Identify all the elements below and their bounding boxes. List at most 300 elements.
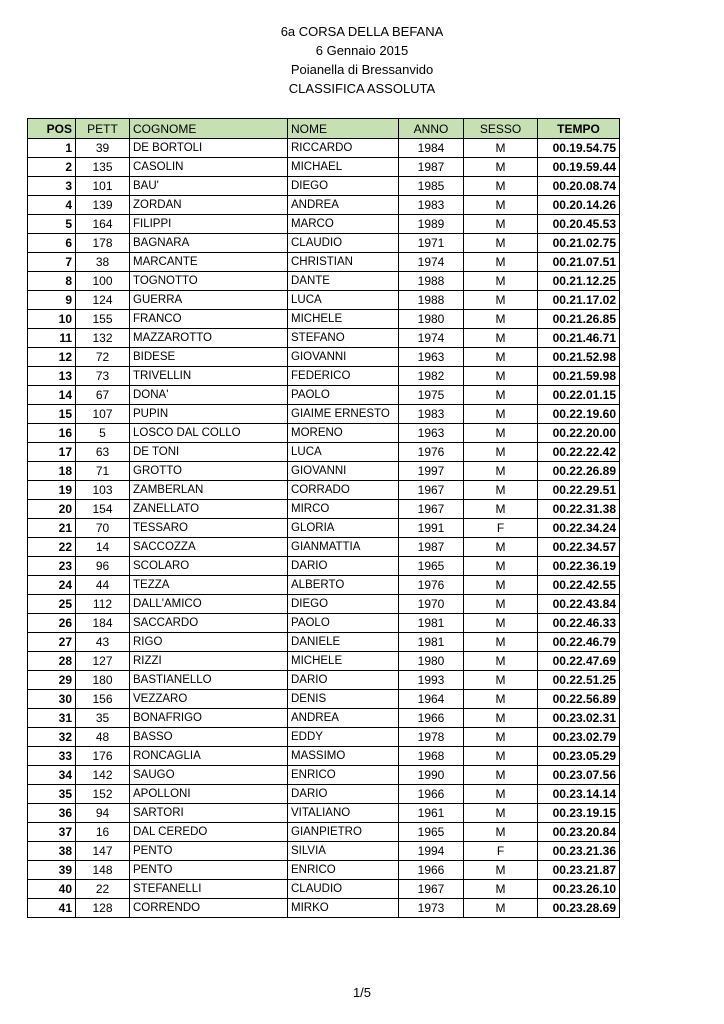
cell-cognome: APOLLONI <box>130 785 288 804</box>
cell-anno: 1965 <box>399 823 464 842</box>
cell-tempo: 00.22.46.33 <box>538 614 620 633</box>
cell-tempo: 00.23.26.10 <box>538 880 620 899</box>
cell-sesso: M <box>464 310 538 329</box>
cell-pos: 40 <box>28 880 76 899</box>
table-row <box>28 766 620 785</box>
cell-tempo: 00.20.08.74 <box>538 177 620 196</box>
cell-sesso: M <box>464 557 538 576</box>
cell-cognome: FILIPPI <box>130 215 288 234</box>
cell-nome: GIAIME ERNESTO <box>288 405 399 424</box>
cell-pett: 72 <box>76 348 130 367</box>
cell-anno: 1981 <box>399 633 464 652</box>
column-header-pett: PETT <box>76 119 130 139</box>
table-row <box>28 215 620 234</box>
table-row <box>28 443 620 462</box>
cell-cognome: BONAFRIGO <box>130 709 288 728</box>
cell-sesso: M <box>464 690 538 709</box>
cell-sesso: M <box>464 595 538 614</box>
cell-anno: 1975 <box>399 386 464 405</box>
cell-nome: MICHELE <box>288 652 399 671</box>
cell-nome: RICCARDO <box>288 139 399 158</box>
cell-nome: VITALIANO <box>288 804 399 823</box>
cell-nome: GIOVANNI <box>288 462 399 481</box>
cell-nome: GIOVANNI <box>288 348 399 367</box>
cell-sesso: M <box>464 538 538 557</box>
table-row <box>28 538 620 557</box>
cell-pett: 43 <box>76 633 130 652</box>
cell-nome: CLAUDIO <box>288 880 399 899</box>
cell-pett: 96 <box>76 557 130 576</box>
cell-cognome: SAUGO <box>130 766 288 785</box>
cell-tempo: 00.22.42.55 <box>538 576 620 595</box>
cell-tempo: 00.22.01.15 <box>538 386 620 405</box>
header-row <box>28 119 620 139</box>
cell-cognome: SACCOZZA <box>130 538 288 557</box>
table-row <box>28 329 620 348</box>
cell-nome: DIEGO <box>288 595 399 614</box>
cell-pett: 71 <box>76 462 130 481</box>
cell-pett: 39 <box>76 139 130 158</box>
cell-pett: 155 <box>76 310 130 329</box>
column-header-sesso: SESSO <box>464 119 538 139</box>
cell-sesso: M <box>464 766 538 785</box>
cell-pos: 13 <box>28 367 76 386</box>
cell-sesso: M <box>464 329 538 348</box>
cell-pos: 2 <box>28 158 76 177</box>
table-row <box>28 158 620 177</box>
cell-tempo: 00.22.31.38 <box>538 500 620 519</box>
cell-pett: 22 <box>76 880 130 899</box>
table-row <box>28 785 620 804</box>
cell-cognome: VEZZARO <box>130 690 288 709</box>
cell-anno: 1988 <box>399 272 464 291</box>
cell-tempo: 00.22.29.51 <box>538 481 620 500</box>
event-title: 6a CORSA DELLA BEFANA <box>280 24 444 39</box>
table-row <box>28 500 620 519</box>
cell-cognome: CORRENDO <box>130 899 288 918</box>
results-body <box>28 139 620 918</box>
cell-pos: 8 <box>28 272 76 291</box>
cell-nome: DENIS <box>288 690 399 709</box>
cell-pett: 156 <box>76 690 130 709</box>
cell-pett: 176 <box>76 747 130 766</box>
table-row <box>28 709 620 728</box>
cell-tempo: 00.21.12.25 <box>538 272 620 291</box>
cell-sesso: M <box>464 823 538 842</box>
cell-pett: 152 <box>76 785 130 804</box>
cell-cognome: SARTORI <box>130 804 288 823</box>
table-row <box>28 367 620 386</box>
table-row <box>28 804 620 823</box>
cell-nome: DIEGO <box>288 177 399 196</box>
cell-cognome: DE TONI <box>130 443 288 462</box>
cell-cognome: CASOLIN <box>130 158 288 177</box>
cell-nome: MICHAEL <box>288 158 399 177</box>
cell-pos: 36 <box>28 804 76 823</box>
cell-pos: 38 <box>28 842 76 861</box>
cell-anno: 1997 <box>399 462 464 481</box>
cell-cognome: DALL'AMICO <box>130 595 288 614</box>
cell-pett: 147 <box>76 842 130 861</box>
cell-pos: 37 <box>28 823 76 842</box>
cell-pos: 11 <box>28 329 76 348</box>
cell-pett: 70 <box>76 519 130 538</box>
cell-nome: DARIO <box>288 785 399 804</box>
cell-tempo: 00.20.14.26 <box>538 196 620 215</box>
cell-sesso: M <box>464 215 538 234</box>
cell-pos: 16 <box>28 424 76 443</box>
cell-cognome: DONA' <box>130 386 288 405</box>
cell-pos: 3 <box>28 177 76 196</box>
cell-nome: MASSIMO <box>288 747 399 766</box>
cell-tempo: 00.23.14.14 <box>538 785 620 804</box>
table-row <box>28 595 620 614</box>
table-row <box>28 196 620 215</box>
cell-pos: 20 <box>28 500 76 519</box>
cell-cognome: STEFANELLI <box>130 880 288 899</box>
event-location: Poianella di Bressanvido <box>290 62 434 77</box>
cell-pos: 15 <box>28 405 76 424</box>
cell-pos: 1 <box>28 139 76 158</box>
cell-pos: 14 <box>28 386 76 405</box>
cell-cognome: GUERRA <box>130 291 288 310</box>
cell-nome: ANDREA <box>288 709 399 728</box>
cell-tempo: 00.20.45.53 <box>538 215 620 234</box>
cell-pos: 31 <box>28 709 76 728</box>
cell-nome: CHRISTIAN <box>288 253 399 272</box>
cell-anno: 1963 <box>399 424 464 443</box>
cell-pos: 12 <box>28 348 76 367</box>
cell-pos: 9 <box>28 291 76 310</box>
cell-anno: 1976 <box>399 443 464 462</box>
cell-anno: 1978 <box>399 728 464 747</box>
cell-pos: 17 <box>28 443 76 462</box>
cell-pett: 67 <box>76 386 130 405</box>
cell-pett: 139 <box>76 196 130 215</box>
cell-pett: 73 <box>76 367 130 386</box>
cell-sesso: F <box>464 519 538 538</box>
cell-cognome: RIGO <box>130 633 288 652</box>
cell-tempo: 00.19.59.44 <box>538 158 620 177</box>
cell-pett: 124 <box>76 291 130 310</box>
cell-pett: 94 <box>76 804 130 823</box>
table-row <box>28 253 620 272</box>
cell-pos: 7 <box>28 253 76 272</box>
cell-nome: LUCA <box>288 443 399 462</box>
cell-sesso: M <box>464 139 538 158</box>
cell-sesso: M <box>464 158 538 177</box>
cell-pett: 14 <box>76 538 130 557</box>
cell-pett: 112 <box>76 595 130 614</box>
cell-anno: 1983 <box>399 405 464 424</box>
cell-pos: 29 <box>28 671 76 690</box>
cell-pos: 19 <box>28 481 76 500</box>
cell-tempo: 00.23.07.56 <box>538 766 620 785</box>
cell-cognome: PENTO <box>130 861 288 880</box>
cell-anno: 1994 <box>399 842 464 861</box>
cell-nome: MIRKO <box>288 899 399 918</box>
cell-pos: 26 <box>28 614 76 633</box>
cell-anno: 1973 <box>399 899 464 918</box>
cell-anno: 1987 <box>399 538 464 557</box>
cell-pos: 22 <box>28 538 76 557</box>
cell-pett: 100 <box>76 272 130 291</box>
cell-anno: 1988 <box>399 291 464 310</box>
cell-nome: CORRADO <box>288 481 399 500</box>
cell-tempo: 00.23.02.31 <box>538 709 620 728</box>
cell-pett: 128 <box>76 899 130 918</box>
cell-pett: 103 <box>76 481 130 500</box>
cell-cognome: PUPIN <box>130 405 288 424</box>
table-row <box>28 424 620 443</box>
cell-sesso: M <box>464 880 538 899</box>
cell-sesso: M <box>464 253 538 272</box>
cell-cognome: GROTTO <box>130 462 288 481</box>
cell-sesso: M <box>464 196 538 215</box>
column-header-cognome: COGNOME <box>130 119 288 139</box>
cell-sesso: M <box>464 386 538 405</box>
cell-anno: 1966 <box>399 709 464 728</box>
results-table <box>27 118 620 918</box>
cell-cognome: BAGNARA <box>130 234 288 253</box>
table-row <box>28 614 620 633</box>
cell-pett: 63 <box>76 443 130 462</box>
table-row <box>28 842 620 861</box>
cell-nome: GIANPIETRO <box>288 823 399 842</box>
cell-nome: FEDERICO <box>288 367 399 386</box>
cell-anno: 1965 <box>399 557 464 576</box>
cell-pos: 30 <box>28 690 76 709</box>
cell-pett: 180 <box>76 671 130 690</box>
classification-title: CLASSIFICA ASSOLUTA <box>288 81 436 96</box>
cell-anno: 1993 <box>399 671 464 690</box>
cell-pos: 4 <box>28 196 76 215</box>
cell-nome: CLAUDIO <box>288 234 399 253</box>
cell-cognome: MARCANTE <box>130 253 288 272</box>
cell-tempo: 00.22.20.00 <box>538 424 620 443</box>
table-row <box>28 462 620 481</box>
column-header-pos: POS <box>28 119 76 139</box>
cell-tempo: 00.21.17.02 <box>538 291 620 310</box>
cell-nome: DANIELE <box>288 633 399 652</box>
cell-sesso: M <box>464 728 538 747</box>
cell-tempo: 00.22.36.19 <box>538 557 620 576</box>
cell-pos: 28 <box>28 652 76 671</box>
cell-nome: ANDREA <box>288 196 399 215</box>
table-row <box>28 652 620 671</box>
cell-pett: 142 <box>76 766 130 785</box>
cell-pos: 33 <box>28 747 76 766</box>
cell-nome: SILVIA <box>288 842 399 861</box>
cell-pos: 6 <box>28 234 76 253</box>
cell-pett: 127 <box>76 652 130 671</box>
cell-sesso: M <box>464 652 538 671</box>
table-row <box>28 728 620 747</box>
cell-pett: 5 <box>76 424 130 443</box>
cell-nome: MICHELE <box>288 310 399 329</box>
cell-sesso: M <box>464 462 538 481</box>
cell-pett: 38 <box>76 253 130 272</box>
cell-nome: ENRICO <box>288 766 399 785</box>
cell-pett: 164 <box>76 215 130 234</box>
table-row <box>28 291 620 310</box>
cell-anno: 1984 <box>399 139 464 158</box>
cell-sesso: M <box>464 291 538 310</box>
cell-anno: 1980 <box>399 310 464 329</box>
cell-tempo: 00.21.59.98 <box>538 367 620 386</box>
cell-tempo: 00.22.51.25 <box>538 671 620 690</box>
cell-cognome: TEZZA <box>130 576 288 595</box>
cell-anno: 1963 <box>399 348 464 367</box>
cell-nome: MORENO <box>288 424 399 443</box>
cell-tempo: 00.22.34.57 <box>538 538 620 557</box>
cell-anno: 1966 <box>399 861 464 880</box>
cell-tempo: 00.19.54.75 <box>538 139 620 158</box>
cell-anno: 1983 <box>399 196 464 215</box>
cell-anno: 1961 <box>399 804 464 823</box>
cell-tempo: 00.21.02.75 <box>538 234 620 253</box>
cell-sesso: M <box>464 177 538 196</box>
cell-sesso: M <box>464 747 538 766</box>
cell-pett: 184 <box>76 614 130 633</box>
cell-sesso: M <box>464 899 538 918</box>
cell-nome: DANTE <box>288 272 399 291</box>
table-row <box>28 348 620 367</box>
cell-pos: 21 <box>28 519 76 538</box>
cell-cognome: TOGNOTTO <box>130 272 288 291</box>
table-row <box>28 576 620 595</box>
cell-sesso: M <box>464 500 538 519</box>
cell-nome: GLORIA <box>288 519 399 538</box>
cell-nome: PAOLO <box>288 386 399 405</box>
cell-cognome: BIDESE <box>130 348 288 367</box>
cell-pos: 10 <box>28 310 76 329</box>
cell-anno: 1991 <box>399 519 464 538</box>
cell-pos: 39 <box>28 861 76 880</box>
table-row <box>28 880 620 899</box>
cell-nome: EDDY <box>288 728 399 747</box>
cell-pett: 48 <box>76 728 130 747</box>
table-row <box>28 481 620 500</box>
cell-cognome: ZAMBERLAN <box>130 481 288 500</box>
cell-anno: 1974 <box>399 329 464 348</box>
cell-sesso: M <box>464 633 538 652</box>
table-row <box>28 899 620 918</box>
cell-sesso: M <box>464 785 538 804</box>
cell-anno: 1985 <box>399 177 464 196</box>
table-row <box>28 633 620 652</box>
cell-sesso: M <box>464 234 538 253</box>
cell-sesso: M <box>464 405 538 424</box>
table-row <box>28 690 620 709</box>
cell-anno: 1981 <box>399 614 464 633</box>
cell-pos: 5 <box>28 215 76 234</box>
cell-tempo: 00.22.47.69 <box>538 652 620 671</box>
cell-cognome: TRIVELLIN <box>130 367 288 386</box>
cell-pos: 25 <box>28 595 76 614</box>
cell-nome: ENRICO <box>288 861 399 880</box>
cell-nome: STEFANO <box>288 329 399 348</box>
cell-pett: 135 <box>76 158 130 177</box>
cell-tempo: 00.21.26.85 <box>538 310 620 329</box>
cell-anno: 1976 <box>399 576 464 595</box>
cell-sesso: M <box>464 367 538 386</box>
cell-nome: MARCO <box>288 215 399 234</box>
cell-nome: ALBERTO <box>288 576 399 595</box>
cell-tempo: 00.22.56.89 <box>538 690 620 709</box>
cell-tempo: 00.23.20.84 <box>538 823 620 842</box>
table-row <box>28 272 620 291</box>
cell-anno: 1966 <box>399 785 464 804</box>
cell-pos: 18 <box>28 462 76 481</box>
cell-cognome: MAZZAROTTO <box>130 329 288 348</box>
cell-cognome: DAL CEREDO <box>130 823 288 842</box>
cell-pett: 101 <box>76 177 130 196</box>
cell-cognome: RONCAGLIA <box>130 747 288 766</box>
table-row <box>28 139 620 158</box>
cell-nome: DARIO <box>288 671 399 690</box>
cell-anno: 1964 <box>399 690 464 709</box>
cell-sesso: M <box>464 481 538 500</box>
cell-sesso: M <box>464 576 538 595</box>
cell-cognome: BASTIANELLO <box>130 671 288 690</box>
cell-nome: LUCA <box>288 291 399 310</box>
cell-tempo: 00.23.21.36 <box>538 842 620 861</box>
table-row <box>28 823 620 842</box>
cell-cognome: BASSO <box>130 728 288 747</box>
cell-pett: 154 <box>76 500 130 519</box>
table-row <box>28 747 620 766</box>
cell-pett: 107 <box>76 405 130 424</box>
table-row <box>28 671 620 690</box>
document-header <box>0 22 724 98</box>
cell-sesso: M <box>464 424 538 443</box>
cell-sesso: M <box>464 804 538 823</box>
cell-sesso: M <box>464 614 538 633</box>
cell-sesso: M <box>464 443 538 462</box>
cell-pos: 23 <box>28 557 76 576</box>
cell-anno: 1967 <box>399 500 464 519</box>
cell-tempo: 00.22.26.89 <box>538 462 620 481</box>
cell-tempo: 00.21.46.71 <box>538 329 620 348</box>
cell-cognome: FRANCO <box>130 310 288 329</box>
cell-pett: 148 <box>76 861 130 880</box>
table-row <box>28 405 620 424</box>
column-header-nome: NOME <box>288 119 399 139</box>
cell-pos: 34 <box>28 766 76 785</box>
cell-pos: 41 <box>28 899 76 918</box>
cell-sesso: M <box>464 709 538 728</box>
cell-sesso: M <box>464 861 538 880</box>
cell-pett: 16 <box>76 823 130 842</box>
cell-pos: 24 <box>28 576 76 595</box>
cell-cognome: SCOLARO <box>130 557 288 576</box>
cell-sesso: M <box>464 348 538 367</box>
cell-anno: 1980 <box>399 652 464 671</box>
cell-anno: 1968 <box>399 747 464 766</box>
cell-tempo: 00.23.21.87 <box>538 861 620 880</box>
cell-nome: PAOLO <box>288 614 399 633</box>
table-row <box>28 234 620 253</box>
cell-tempo: 00.22.34.24 <box>538 519 620 538</box>
table-row <box>28 177 620 196</box>
cell-cognome: LOSCO DAL COLLO <box>130 424 288 443</box>
cell-sesso: M <box>464 671 538 690</box>
cell-cognome: BAU' <box>130 177 288 196</box>
cell-nome: MIRCO <box>288 500 399 519</box>
cell-tempo: 00.23.19.15 <box>538 804 620 823</box>
table-row <box>28 519 620 538</box>
